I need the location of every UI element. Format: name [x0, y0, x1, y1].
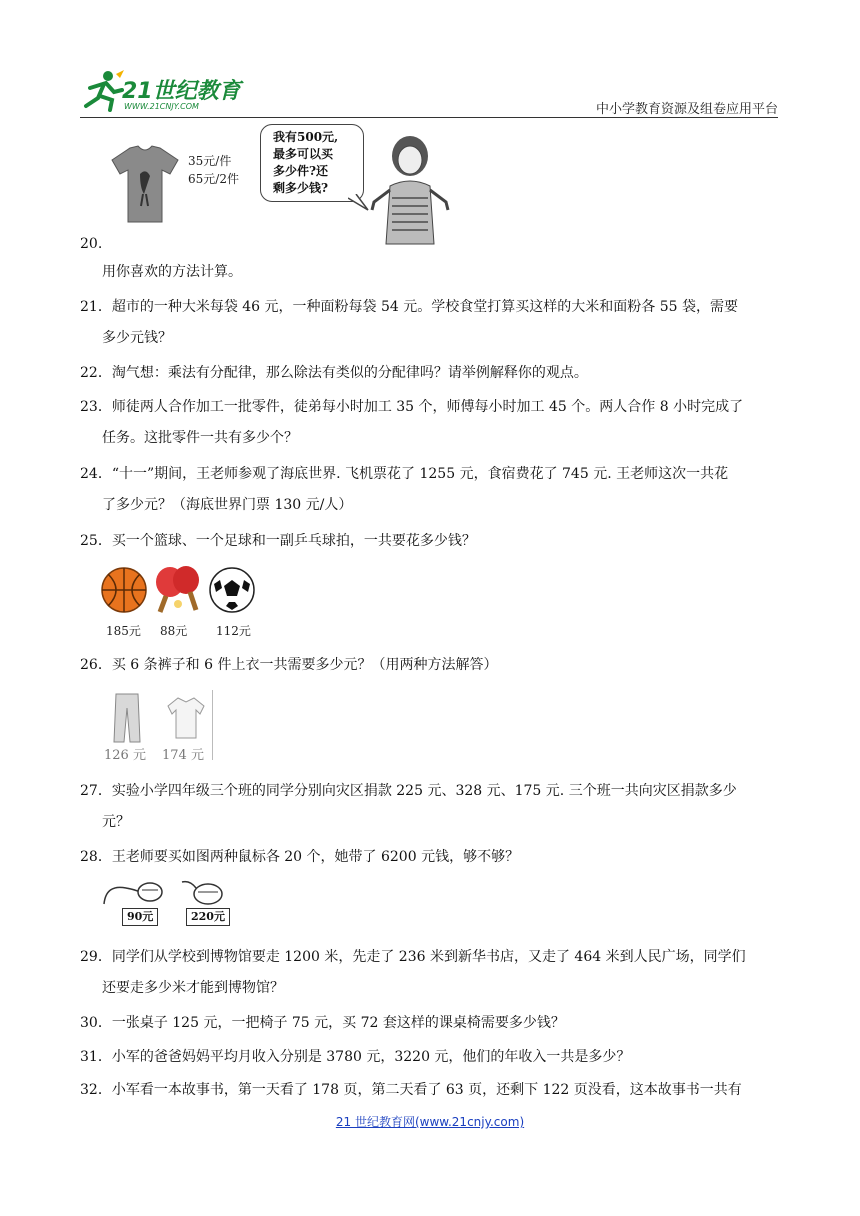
tshirt-price-double: 65元/2件 [188, 172, 239, 186]
soccer-ball-price: 112元 [216, 624, 251, 638]
wireless-mouse-price: 220元 [186, 908, 230, 926]
question-text: 任务。这批零件一共有多少个？ [102, 430, 298, 446]
question-25 [80, 531, 780, 551]
basketball-price: 185元 [106, 624, 141, 638]
question-number: 27． [80, 783, 112, 799]
question-number: 21． [80, 299, 112, 315]
bubble-line: 我有500元, [273, 130, 339, 144]
bubble-line: 最多可以买 [273, 147, 334, 161]
bubble-line: 剩多少钱? [273, 181, 329, 195]
question-number: 30． [80, 1015, 112, 1031]
figure-divider [212, 690, 213, 760]
header-divider [80, 117, 778, 118]
question-text: 超市的一种大米每袋 46 元，一种面粉每袋 54 元。学校食堂打算买这样的大米和面粉各 55 袋，需要 [111, 299, 738, 315]
logo-text: 21世纪教育 [122, 79, 241, 104]
question-29 [80, 947, 780, 998]
logo-url: WWW.21CNJY.COM [124, 102, 199, 111]
question-text: 淘气想：乘法有分配律，那么除法有类似的分配律吗？请举例解释你的观点。 [111, 365, 588, 381]
question-text: 实验小学四年级三个班的同学分别向灾区捐款 225 元、328 元、175 元. 三个班一共向灾区捐款多少 [111, 783, 737, 799]
shirt-icon [166, 696, 206, 740]
question-text: 王老师要买如图两种鼠标各 20 个，她带了 6200 元钱，够不够？ [111, 849, 520, 865]
question-text: 小军的爸爸妈妈平均月收入分别是 3780 元，3220 元，他们的年收入一共是多少？ [111, 1049, 631, 1065]
question-number: 24． [80, 466, 112, 482]
question-text: 一张桌子 125 元，一把椅子 75 元，买 72 套这样的课桌椅需要多少钱？ [111, 1015, 565, 1031]
shirt-price: 174 元 [162, 748, 204, 763]
question-text: 买 6 条裤子和 6 件上衣一共需要多少元？（用两种方法解答） [111, 657, 498, 673]
tshirt-price-single: 35元/件 [188, 154, 232, 168]
wired-mouse-price: 90元 [122, 908, 158, 926]
bubble-tail-icon [348, 194, 370, 214]
question-number: 32． [80, 1082, 112, 1098]
question-number: 26． [80, 657, 112, 673]
q25-figure [100, 564, 260, 642]
runner-logo-icon [80, 68, 124, 112]
speech-bubble [260, 124, 364, 202]
question-text: 师徒两人合作加工一批零件，徒弟每小时加工 35 个，师傅每小时加工 45 个。两人合作 8 小时完成了 [111, 399, 744, 415]
soccer-ball-icon [208, 566, 256, 614]
question-20 [80, 234, 780, 254]
q20-figure [108, 124, 448, 246]
question-text: 了多少元？（海底世界门票 130 元/人） [102, 497, 353, 513]
question-28 [80, 847, 780, 867]
ping-pong-paddles-icon [152, 564, 204, 616]
question-number: 25． [80, 533, 112, 549]
question-27 [80, 781, 780, 832]
bubble-line: 多少件?还 [273, 164, 329, 178]
wired-mouse-icon [102, 878, 164, 906]
question-21 [80, 297, 780, 348]
question-text: 还要走多少米才能到博物馆？ [102, 980, 284, 996]
basketball-icon [100, 566, 148, 614]
page-footer [0, 1113, 860, 1130]
question-number: 20. [80, 236, 103, 252]
question-32 [80, 1080, 780, 1100]
question-23 [80, 397, 780, 448]
question-26 [80, 655, 780, 675]
trousers-icon [112, 692, 142, 744]
question-text: 元？ [102, 814, 130, 830]
question-number: 29． [80, 949, 112, 965]
woman-illustration-icon [370, 126, 450, 246]
question-31 [80, 1047, 780, 1067]
question-text: 买一个篮球、一个足球和一副乒乓球拍，一共要花多少钱？ [111, 533, 476, 549]
footer-link[interactable]: 21 世纪教育网(www.21cnjy.com) [335, 1115, 525, 1129]
question-20-text [80, 262, 780, 282]
wireless-mouse-icon [180, 878, 226, 906]
question-number: 23． [80, 399, 112, 415]
paddles-price: 88元 [160, 624, 188, 638]
platform-title: 中小学教育资源及组卷应用平台 [595, 102, 778, 117]
question-number: 22． [80, 365, 112, 381]
question-text: 小军看一本故事书，第一天看了 178 页，第二天看了 63 页，还剩下 122 页没看，这本故事书一共有 [111, 1082, 742, 1098]
question-text: “十一”期间，王老师参观了海底世界. 飞机票花了 1255 元，食宿费花了 745 元. 王老师这次一共花 [111, 466, 729, 482]
trousers-price: 126 元 [104, 748, 146, 763]
tshirt-icon [110, 144, 180, 224]
q26-figure [104, 690, 216, 762]
question-number: 28． [80, 849, 112, 865]
question-number: 31． [80, 1049, 112, 1065]
q28-figure [102, 878, 232, 930]
question-text: 用你喜欢的方法计算。 [102, 264, 242, 280]
question-22 [80, 363, 780, 383]
site-logo [80, 66, 255, 116]
question-text: 多少元钱？ [102, 330, 172, 346]
question-30 [80, 1013, 780, 1033]
question-24 [80, 464, 780, 515]
page-header [80, 66, 780, 118]
question-text: 同学们从学校到博物馆要走 1200 米，先走了 236 米到新华书店，又走了 464 米到人民广场，同学们 [111, 949, 746, 965]
